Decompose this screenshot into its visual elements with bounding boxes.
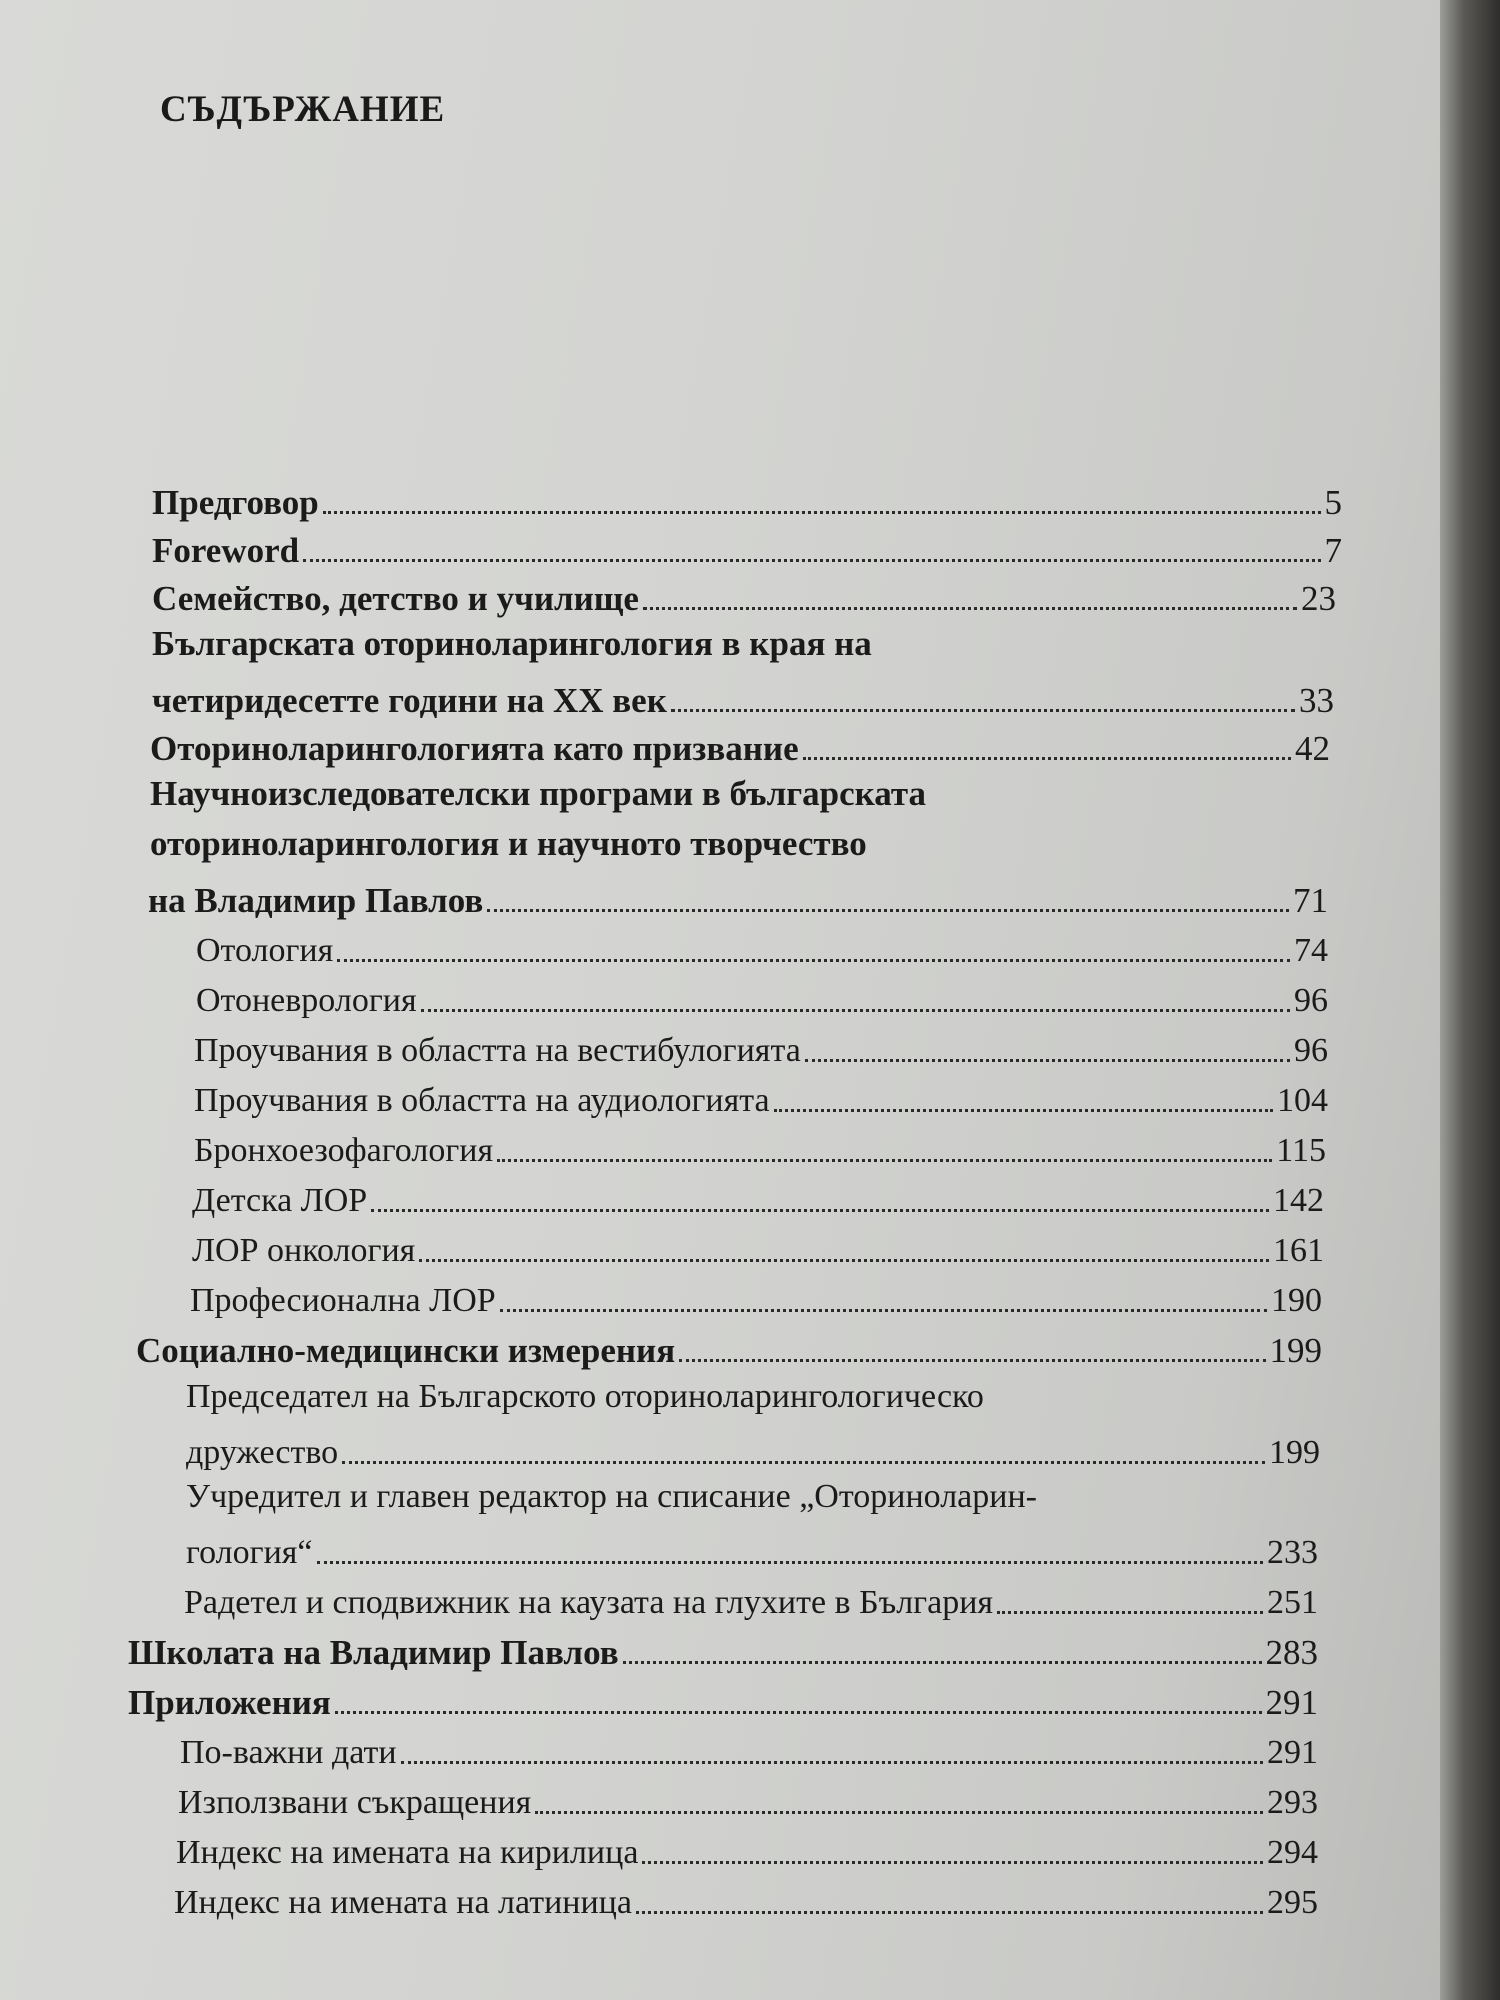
toc-entry-label: Социално-медицински измерения: [136, 1331, 676, 1370]
dot-leader: [642, 1861, 1263, 1864]
dot-leader: [337, 959, 1290, 962]
toc-page-number: 7: [1324, 531, 1342, 570]
toc-entry-label: Оториноларингологията като призвание: [150, 729, 799, 768]
toc-subentry[interactable]: [194, 1018, 1328, 1068]
toc-entry-label: Индекс на имената на латиница: [174, 1884, 632, 1921]
dot-leader: [371, 1209, 1269, 1212]
toc-entry-label: на Владимир Павлов: [148, 881, 484, 920]
toc-entry-line: Учредител и главен редактор на списание „Оториноларин-: [186, 1478, 1037, 1515]
toc-entry-label: гология“: [186, 1534, 313, 1571]
toc-subentry[interactable]: [186, 1420, 1320, 1470]
dot-leader: [623, 1661, 1262, 1664]
toc-entry-label: ЛОР онкология: [192, 1232, 416, 1269]
toc-entry-label: дружество: [186, 1434, 339, 1471]
toc-page-number: 295: [1267, 1884, 1318, 1921]
toc-page-number: 291: [1267, 1734, 1318, 1771]
dot-leader: [643, 607, 1297, 610]
toc-subentry[interactable]: [184, 1570, 1318, 1620]
toc-page-number: 283: [1265, 1633, 1318, 1672]
toc-subentry[interactable]: [190, 1268, 1322, 1318]
toc-entry[interactable]: [152, 518, 1342, 568]
toc-page-number: 42: [1295, 729, 1330, 768]
dot-leader: [323, 511, 1321, 514]
toc-entry-label: Отоневрология: [196, 982, 417, 1019]
toc-page-number: 293: [1267, 1784, 1318, 1821]
toc-subentry[interactable]: [176, 1820, 1318, 1870]
dot-leader: [671, 709, 1295, 712]
toc-entry[interactable]: [136, 1318, 1322, 1368]
toc-subentry[interactable]: [178, 1770, 1318, 1820]
toc-entry[interactable]: [152, 566, 1336, 616]
toc-entry-label: Използвани съкращения: [178, 1784, 532, 1821]
toc-page-number: 115: [1276, 1132, 1326, 1169]
dot-leader: [335, 1711, 1262, 1714]
dot-leader: [805, 1059, 1290, 1062]
dot-leader: [497, 1159, 1272, 1162]
toc-entry-label: Проучвания в областта на аудиологията: [194, 1082, 770, 1119]
book-spine-shadow: [1440, 0, 1500, 2000]
dot-leader: [997, 1611, 1263, 1614]
toc-entry-label: Отология: [196, 932, 334, 969]
toc-page-number: 251: [1267, 1584, 1318, 1621]
dot-leader: [342, 1461, 1265, 1464]
toc-entry-label: Foreword: [152, 531, 300, 570]
toc-page-number: 74: [1294, 932, 1328, 969]
dot-leader: [636, 1911, 1263, 1914]
toc-subentry[interactable]: [196, 968, 1328, 1018]
toc-entry-label: Индекс на имената на кирилица: [176, 1834, 639, 1871]
toc-entry-label: Професионална ЛОР: [190, 1282, 496, 1319]
toc-page-number: 96: [1294, 1032, 1328, 1069]
toc-subentry[interactable]: [180, 1720, 1318, 1770]
toc-entry[interactable]: [148, 868, 1328, 918]
toc-entry-line: оториноларингология и научното творчество: [150, 824, 867, 863]
toc-page-number: 294: [1267, 1834, 1318, 1871]
toc-entry-label: Детска ЛОР: [192, 1182, 368, 1219]
toc-page-number: 199: [1269, 1331, 1322, 1370]
toc-subentry[interactable]: [194, 1068, 1328, 1118]
toc-entry-label: четиридесетте години на XX век: [152, 681, 667, 720]
toc-page-number: 233: [1267, 1534, 1318, 1571]
dot-leader: [679, 1359, 1265, 1362]
toc-entry[interactable]: [152, 668, 1334, 718]
toc-entry[interactable]: [128, 1620, 1318, 1670]
toc-entry-label: Приложения: [128, 1683, 331, 1722]
dot-leader: [419, 1259, 1269, 1262]
toc-entry-label: Школата на Владимир Павлов: [128, 1633, 619, 1672]
dot-leader: [421, 1009, 1290, 1012]
dot-leader: [500, 1309, 1267, 1312]
toc-page-number: 5: [1324, 483, 1342, 522]
dot-leader: [774, 1109, 1273, 1112]
toc-entry[interactable]: [128, 1670, 1318, 1720]
page-title: СЪДЪРЖАНИЕ: [160, 89, 446, 130]
toc-page-number: 104: [1277, 1082, 1328, 1119]
toc-page-number: 33: [1299, 681, 1334, 720]
toc-entry[interactable]: [152, 470, 1342, 520]
toc-entry-label: Предговор: [152, 483, 319, 522]
toc-page-number: 23: [1301, 579, 1336, 618]
toc-entry[interactable]: [150, 716, 1330, 766]
toc-subentry[interactable]: [186, 1520, 1318, 1570]
dot-leader: [803, 757, 1291, 760]
toc-page-number: 190: [1271, 1282, 1322, 1319]
toc-entry-line: Председател на Българското оториноларингологическо: [186, 1378, 984, 1415]
toc-subentry[interactable]: [174, 1870, 1318, 1920]
toc-page-number: 199: [1269, 1434, 1320, 1471]
dot-leader: [303, 559, 1320, 562]
toc-subentry[interactable]: [192, 1168, 1324, 1218]
dot-leader: [535, 1811, 1263, 1814]
toc-page-number: 142: [1273, 1182, 1324, 1219]
dot-leader: [487, 909, 1289, 912]
toc-entry-line: Научноизследователски програми в българската: [150, 774, 926, 813]
dot-leader: [317, 1561, 1264, 1564]
toc-page-number: 291: [1265, 1683, 1318, 1722]
dot-leader: [401, 1761, 1263, 1764]
toc-page-number: 71: [1293, 881, 1328, 920]
toc-subentry[interactable]: [194, 1118, 1326, 1168]
toc-entry-label: По-важни дати: [180, 1734, 397, 1771]
toc-entry-label: Бронхоезофагология: [194, 1132, 494, 1169]
toc-entry-label: Семейство, детство и училище: [152, 579, 639, 618]
toc-entry-label: Проучвания в областта на вестибулогията: [194, 1032, 801, 1069]
toc-entry-label: Радетел и сподвижник на каузата на глухите в България: [184, 1584, 994, 1621]
toc-subentry[interactable]: [192, 1218, 1324, 1268]
toc-subentry[interactable]: [196, 918, 1328, 968]
toc-page-number: 96: [1294, 982, 1328, 1019]
toc-page-number: 161: [1273, 1232, 1324, 1269]
toc-entry-line: Българската оториноларингология в края на: [152, 624, 872, 663]
